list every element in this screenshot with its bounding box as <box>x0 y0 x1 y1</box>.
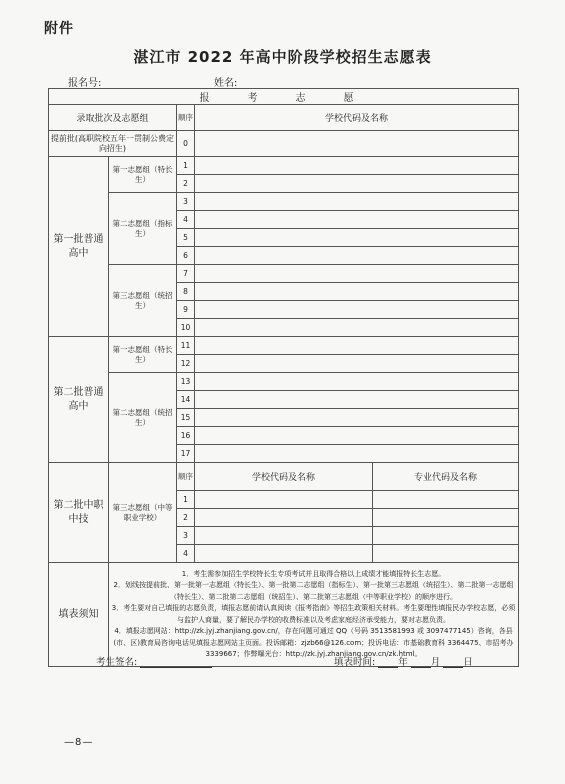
seq-cell: 17 <box>177 445 195 463</box>
b3-group3-label: 第三志愿组（中等职业学校） <box>109 463 177 563</box>
attachment-label: 附件 <box>44 21 74 37</box>
school-cell[interactable] <box>195 247 519 265</box>
b2-group2-label: 第二志愿组（统招生） <box>109 373 177 463</box>
note-3: 3．考生要对自己填报的志愿负责，填报志愿前请认真阅读《报考指南》等招生政策相关材料。考生要理性填报民办学校志愿，必须与监护人商量，要了解民办学校的收费标准以及考虑家庭经济承受能力，要对志愿负责。 <box>111 604 516 624</box>
major-cell[interactable] <box>373 545 519 563</box>
seq-cell: 2 <box>177 509 195 527</box>
school-cell[interactable] <box>195 229 519 247</box>
seq-cell: 9 <box>177 301 195 319</box>
reg-label: 报名号: <box>68 78 102 89</box>
seq-cell: 2 <box>177 175 195 193</box>
batch2-label: 第二批普通高中 <box>49 337 109 463</box>
b1-group2-label: 第二志愿组（指标生） <box>109 193 177 265</box>
notes-content <box>109 563 519 667</box>
school-cell[interactable] <box>195 427 519 445</box>
month-field[interactable] <box>411 657 431 668</box>
seq-cell: 3 <box>177 193 195 211</box>
col-school-header: 学校代码及名称 <box>195 463 373 491</box>
signature-area <box>96 654 212 668</box>
name-label: 姓名: <box>214 78 238 89</box>
note-4: 4．填报志愿网站：http://zk.jyj.zhanjiang.gov.cn/，存在问题可通过 QQ（号码 3513581993 或 3097477145）咨询，各县(市、区)教育局咨询电话见填报志愿网站主页面。投诉邮箱：zjzb66@126.com；投诉电话：市基础教育科 3364475、市招考办 3339667；作弊曝光台：http://zk.jyj.zhanjiang.gov.cn/zk.html。 <box>113 627 514 658</box>
seq-cell: 16 <box>177 427 195 445</box>
seq-cell: 5 <box>177 229 195 247</box>
seq-early: 0 <box>177 131 195 157</box>
major-cell[interactable] <box>373 509 519 527</box>
school-cell[interactable] <box>195 445 519 463</box>
col-major-header: 专业代码及名称 <box>373 463 519 491</box>
school-cell[interactable] <box>195 319 519 337</box>
seq-cell: 1 <box>177 491 195 509</box>
seq-cell: 4 <box>177 211 195 229</box>
seq-cell: 4 <box>177 545 195 563</box>
school-cell[interactable] <box>195 545 373 563</box>
seq-cell: 13 <box>177 373 195 391</box>
date-area <box>334 654 473 668</box>
year-label: 年 <box>398 657 408 668</box>
school-cell[interactable] <box>195 301 519 319</box>
school-cell[interactable] <box>195 157 519 175</box>
page-number: —8— <box>64 737 94 748</box>
school-cell[interactable] <box>195 283 519 301</box>
school-cell[interactable] <box>195 527 373 545</box>
seq-cell: 3 <box>177 527 195 545</box>
note-2: 2．划线按提前批、第一批第一志愿组（特长生）、第一批第二志愿组（指标生）、第一批第三志愿组（统招生）、第二批第一志愿组（特长生）、第二批第二志愿组（统招生）、第二批第三志愿组（中等职业学校）的顺序进行。 <box>113 581 514 601</box>
major-cell[interactable] <box>373 491 519 509</box>
registration-number <box>68 74 197 89</box>
school-cell[interactable] <box>195 131 519 157</box>
school-cell[interactable] <box>195 373 519 391</box>
school-cell[interactable] <box>195 175 519 193</box>
school-cell[interactable] <box>195 509 373 527</box>
seq-cell: 8 <box>177 283 195 301</box>
application-table <box>48 88 519 667</box>
school-cell[interactable] <box>195 265 519 283</box>
notes-label: 填表须知 <box>49 563 109 667</box>
date-label: 填表时间: <box>334 657 376 668</box>
month-label: 月 <box>430 657 441 668</box>
school-cell[interactable] <box>195 491 373 509</box>
year-field[interactable] <box>378 657 398 668</box>
student-name <box>214 74 333 89</box>
section-title: 报 考 志 愿 <box>49 89 519 105</box>
note-1: 1．考生需参加招生学校特长生专项考试并且取得合格以上成绩才能填报特长生志愿。 <box>181 569 446 578</box>
col-seq-header: 顺序 <box>177 463 195 491</box>
school-cell[interactable] <box>195 337 519 355</box>
col-school-header: 学校代码及名称 <box>195 105 519 131</box>
seq-cell: 15 <box>177 409 195 427</box>
seq-cell: 10 <box>177 319 195 337</box>
b1-group3-label: 第三志愿组（统招生） <box>109 265 177 337</box>
major-cell[interactable] <box>373 527 519 545</box>
day-field[interactable] <box>443 657 463 668</box>
b2-group1-label: 第一志愿组（特长生） <box>109 337 177 373</box>
early-batch-label: 提前批(高职院校五年一贯制公费定向招生) <box>49 131 177 157</box>
school-cell[interactable] <box>195 211 519 229</box>
batch1-label: 第一批普通高中 <box>49 157 109 337</box>
col-batch-header: 录取批次及志愿组 <box>49 105 177 131</box>
seq-cell: 1 <box>177 157 195 175</box>
school-cell[interactable] <box>195 391 519 409</box>
seq-cell: 7 <box>177 265 195 283</box>
school-cell[interactable] <box>195 409 519 427</box>
col-seq-header: 顺序 <box>177 105 195 131</box>
signature-label: 考生签名: <box>96 657 138 668</box>
form-title: 湛江市 2022 年高中阶段学校招生志愿表 <box>133 48 432 66</box>
b1-group1-label: 第一志愿组（特长生） <box>109 157 177 193</box>
seq-cell: 11 <box>177 337 195 355</box>
school-cell[interactable] <box>195 355 519 373</box>
seq-cell: 12 <box>177 355 195 373</box>
school-cell[interactable] <box>195 193 519 211</box>
day-label: 日 <box>463 657 473 668</box>
batch3-label: 第二批中职中技 <box>49 463 109 563</box>
seq-cell: 6 <box>177 247 195 265</box>
signature-field[interactable] <box>140 657 212 668</box>
seq-cell: 14 <box>177 391 195 409</box>
